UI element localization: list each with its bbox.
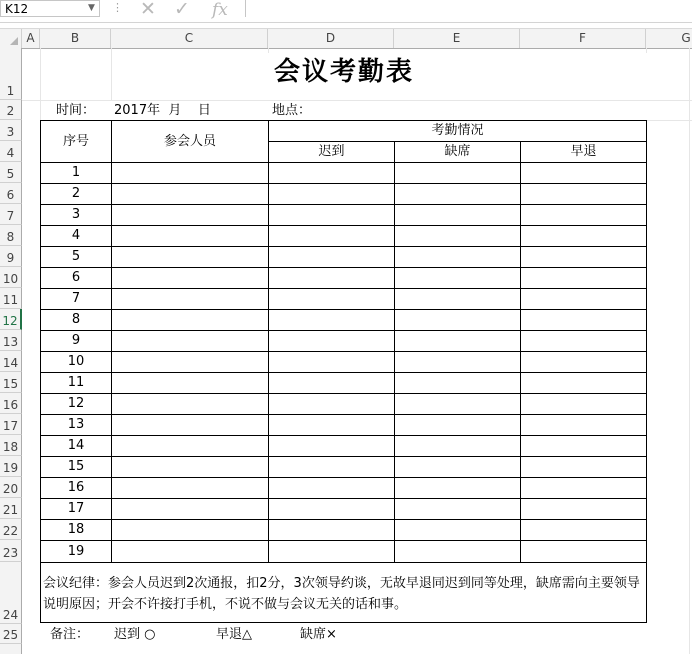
row-number: 7 [6,209,15,223]
table-row [41,415,647,436]
late-cell[interactable] [269,205,395,226]
row-number: 8 [6,230,15,244]
legend-late[interactable]: 迟到 ○ [114,627,156,642]
early-cell[interactable] [521,184,647,205]
early-cell[interactable] [521,394,647,415]
early-cell[interactable] [521,541,647,563]
late-cell[interactable] [269,310,395,331]
seq-cell[interactable]: 4 [41,226,112,247]
header-seq[interactable]: 序号 [41,121,112,163]
row-number: 1 [6,84,15,98]
late-cell[interactable] [269,184,395,205]
absent-cell[interactable] [395,247,521,268]
attendee-cell[interactable] [112,541,269,563]
name-box[interactable] [0,0,100,17]
early-cell[interactable] [521,478,647,499]
row-number: 20 [2,482,19,496]
early-cell[interactable] [521,268,647,289]
early-cell[interactable] [521,499,647,520]
absent-cell[interactable] [395,415,521,436]
late-cell[interactable] [269,226,395,247]
attendee-cell[interactable] [112,310,269,331]
gridline [646,48,647,53]
late-cell[interactable] [269,478,395,499]
early-cell[interactable] [521,331,647,352]
seq-cell[interactable]: 2 [41,184,112,205]
attendee-cell[interactable] [112,163,269,184]
row-header-26[interactable] [0,644,22,654]
table-row [41,352,647,373]
row-number: 22 [2,524,19,538]
row-header-24[interactable] [0,562,22,624]
row-header-5[interactable] [0,162,22,183]
absent-cell[interactable] [395,499,521,520]
absent-cell[interactable] [395,205,521,226]
absent-cell[interactable] [395,541,521,563]
column-header-a[interactable]: A [22,29,40,48]
table-row [41,226,647,247]
row-number: 2 [6,104,15,118]
seq-cell[interactable]: 7 [41,289,112,310]
late-cell[interactable] [269,394,395,415]
attendee-cell[interactable] [112,499,269,520]
late-cell[interactable] [269,373,395,394]
row-number: 17 [2,419,19,433]
attendee-cell[interactable] [112,457,269,478]
attendance-table [40,120,647,563]
table-row [41,436,647,457]
header-attendance[interactable]: 考勤情况 [269,121,647,142]
attendee-cell[interactable] [112,226,269,247]
absent-cell[interactable] [395,184,521,205]
table-row [41,310,647,331]
early-cell[interactable] [521,415,647,436]
attendee-cell[interactable] [112,478,269,499]
absent-cell[interactable] [395,436,521,457]
absent-cell[interactable] [395,478,521,499]
seq-cell[interactable]: 12 [41,394,112,415]
table-row [41,331,647,352]
early-cell[interactable] [521,436,647,457]
absent-cell[interactable] [395,163,521,184]
row-header-9[interactable] [0,246,22,267]
legend-early[interactable]: 早退△ [216,627,252,642]
row-number: 3 [6,125,15,139]
attendee-cell[interactable] [112,520,269,541]
absent-cell[interactable] [395,226,521,247]
table-row [41,247,647,268]
row-header-18[interactable] [0,435,22,456]
column-header-b[interactable]: B [40,29,111,48]
early-cell[interactable] [521,289,647,310]
attendee-cell[interactable] [112,184,269,205]
column-header-row [0,28,692,49]
table-row [41,205,647,226]
attendee-cell[interactable] [112,394,269,415]
row-number: 16 [2,398,19,412]
place-label[interactable]: 地点： [272,103,312,118]
late-cell[interactable] [269,163,395,184]
cancel-icon[interactable]: ✕ [140,0,156,20]
row-header-8[interactable] [0,225,22,246]
row-header-11[interactable] [0,288,22,309]
attendee-cell[interactable] [112,331,269,352]
attendee-cell[interactable] [112,247,269,268]
seq-cell[interactable]: 9 [41,331,112,352]
row-header-17[interactable] [0,414,22,435]
late-cell[interactable] [269,436,395,457]
row-number: 19 [2,461,19,475]
late-cell[interactable] [269,247,395,268]
table-row [41,373,647,394]
row-header-3[interactable] [0,120,22,141]
row-header-1[interactable] [0,48,22,100]
row-header-23[interactable] [0,540,22,562]
late-cell[interactable] [269,268,395,289]
table-row [41,457,647,478]
late-cell[interactable] [269,352,395,373]
late-cell[interactable] [269,499,395,520]
seq-cell[interactable]: 14 [41,436,112,457]
early-cell[interactable] [521,205,647,226]
attendee-cell[interactable] [112,415,269,436]
row-number: 4 [6,146,15,160]
early-cell[interactable] [521,247,647,268]
name-box-value: K12 [5,2,29,16]
gridline [646,120,692,121]
row-header-25[interactable] [0,624,22,644]
meeting-rules-cell[interactable] [40,562,647,623]
row-header-12[interactable] [0,309,22,330]
row-header-15[interactable] [0,372,22,393]
seq-cell[interactable]: 18 [41,520,112,541]
early-cell[interactable] [521,457,647,478]
formula-input[interactable] [245,0,692,17]
row-header-20[interactable] [0,477,22,498]
attendee-cell[interactable] [112,352,269,373]
column-header-d[interactable]: D [268,29,394,48]
row-number: 24 [2,608,19,622]
seq-cell[interactable]: 15 [41,457,112,478]
row-number: 6 [6,188,15,202]
table-row [41,541,647,563]
gridline [689,48,690,654]
seq-cell[interactable]: 11 [41,373,112,394]
header-absent[interactable]: 缺席 [395,142,521,163]
row-number: 11 [2,293,19,307]
row-header-19[interactable] [0,456,22,477]
table-row [41,289,647,310]
seq-cell[interactable]: 3 [41,205,112,226]
row-number: 9 [6,251,15,265]
row-number: 21 [2,503,19,517]
name-box-dropdown-icon[interactable]: ▼ [88,3,95,13]
absent-cell[interactable] [395,457,521,478]
insert-function-icon[interactable]: fx [212,0,228,20]
absent-cell[interactable] [395,310,521,331]
absent-cell[interactable] [395,394,521,415]
absent-cell[interactable] [395,520,521,541]
late-cell[interactable] [269,289,395,310]
early-cell[interactable] [521,310,647,331]
seq-cell[interactable]: 19 [41,541,112,563]
remarks-label[interactable]: 备注： [50,627,90,642]
late-cell[interactable] [269,331,395,352]
absent-cell[interactable] [395,352,521,373]
attendee-cell[interactable] [112,373,269,394]
enter-icon[interactable]: ✓ [174,0,190,20]
row-number: 25 [2,628,19,642]
row-number: 15 [2,377,19,391]
late-cell[interactable] [269,415,395,436]
early-cell[interactable] [521,163,647,184]
attendee-cell[interactable] [112,289,269,310]
seq-cell[interactable]: 6 [41,268,112,289]
early-cell[interactable] [521,352,647,373]
row-number: 10 [2,272,19,286]
column-header-f[interactable]: F [520,29,646,48]
early-cell[interactable] [521,226,647,247]
row-number: 5 [6,167,15,181]
table-row [41,268,647,289]
attendee-cell[interactable] [112,268,269,289]
late-cell[interactable] [269,457,395,478]
late-cell[interactable] [269,541,395,563]
row-header-7[interactable] [0,204,22,225]
date-text[interactable]: 2017年 月 日 [114,103,211,118]
seq-cell[interactable]: 5 [41,247,112,268]
select-all-corner[interactable] [0,29,22,48]
row-number: 14 [2,356,19,370]
select-all-icon [10,37,18,45]
column-header-e[interactable]: E [394,29,520,48]
drag-handle-icon[interactable]: ⋮ [112,1,123,14]
absent-cell[interactable] [395,268,521,289]
row-number: 12 [2,314,18,328]
gridline [268,48,269,53]
row-header-14[interactable] [0,351,22,372]
column-header-g[interactable]: G [681,31,691,45]
absent-cell[interactable] [395,289,521,310]
row-header-21[interactable] [0,498,22,519]
row-header-16[interactable] [0,393,22,414]
formula-bar [0,0,692,23]
legend-absent[interactable]: 缺席× [300,627,337,642]
attendee-cell[interactable] [112,436,269,457]
table-row [41,520,647,541]
row-header-6[interactable] [0,183,22,204]
time-label[interactable]: 时间： [56,103,96,118]
absent-cell[interactable] [395,373,521,394]
row-header-4[interactable] [0,141,22,162]
row-header-13[interactable] [0,330,22,351]
table-row [41,478,647,499]
row-header-10[interactable] [0,267,22,288]
row-number: 13 [2,335,19,349]
seq-cell[interactable]: 13 [41,415,112,436]
table-row [41,394,647,415]
seq-cell[interactable]: 1 [41,163,112,184]
early-cell[interactable] [521,373,647,394]
table-row [41,184,647,205]
header-early[interactable]: 早退 [521,142,647,163]
meeting-rules-text: 会议纪律：参会人员迟到2次通报，扣2分，3次领导约谈，无故早退同迟到同等处理，缺席需向主要领导说明原因；开会不许接打手机，不说不做与会议无关的话和事。 [43,576,640,612]
attendee-cell[interactable] [112,205,269,226]
absent-cell[interactable] [395,331,521,352]
sheet-title[interactable]: 会议考勤表 [273,57,414,87]
row-header-2[interactable] [0,100,22,120]
late-cell[interactable] [269,520,395,541]
early-cell[interactable] [521,520,647,541]
seq-cell[interactable]: 17 [41,499,112,520]
seq-cell[interactable]: 8 [41,310,112,331]
seq-cell[interactable]: 10 [41,352,112,373]
seq-cell[interactable]: 16 [41,478,112,499]
header-late[interactable]: 迟到 [269,142,395,163]
column-header-c[interactable]: C [111,29,268,48]
row-header-22[interactable] [0,519,22,540]
table-row [41,163,647,184]
row-number: 23 [2,546,19,560]
table-row [41,499,647,520]
row-number: 18 [2,440,19,454]
header-attendees[interactable]: 参会人员 [112,121,269,163]
